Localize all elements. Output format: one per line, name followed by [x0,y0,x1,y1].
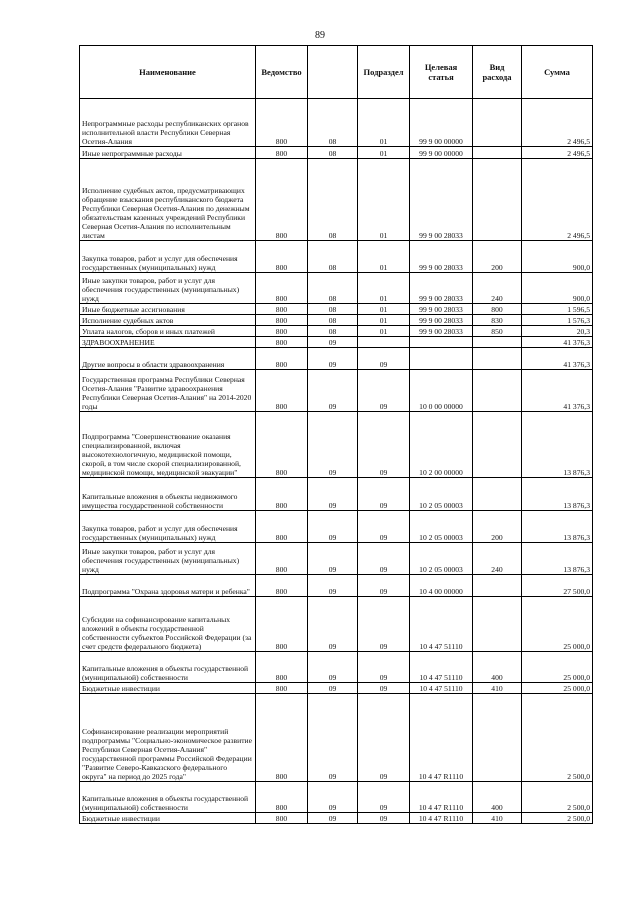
cell-name: Уплата налогов, сборов и иных платежей [80,326,256,337]
cell-subsection: 09 [358,652,410,683]
cell-name: Софинансирование реализации мероприятий подпрограммы "Социально-экономическое развитие Республики Северная Осетия-Алания" государственной программы Российской Федерации "Развитие Северо-Кавказского федерального округа" на период до 2025 года" [80,694,256,782]
cell-name: Исполнение судебных актов, предусматривающих обращение взыскания республиканского бюджета Республики Северная Осетия-Алания по денежным обязательствам казенных учреждений Республики Северная Осетия-Алания по исполнительным листам [80,159,256,241]
cell-amount: 900,0 [522,273,593,304]
cell-name: ЗДРАВООХРАНЕНИЕ [80,337,256,348]
cell-section: 09 [308,370,358,412]
cell-section: 09 [308,412,358,478]
page-number: 89 [315,30,325,41]
cell-target: 10 4 47 51110 [410,683,473,694]
cell-expense-type: 400 [473,782,522,813]
cell-subsection [358,337,410,348]
cell-expense-type: 240 [473,273,522,304]
cell-section: 09 [308,478,358,511]
header-target: Целевая статья [410,46,473,99]
table-row [80,543,593,575]
cell-section: 08 [308,326,358,337]
cell-ministry: 800 [256,511,308,543]
cell-section: 08 [308,241,358,273]
cell-expense-type: 400 [473,652,522,683]
cell-ministry: 800 [256,683,308,694]
cell-section: 09 [308,337,358,348]
table-row [80,782,593,813]
table-header-row [80,46,593,99]
header-section [308,46,358,99]
cell-section: 08 [308,159,358,241]
cell-name: Бюджетные инвестиции [80,813,256,824]
cell-target: 99 9 00 00000 [410,147,473,159]
table-row [80,652,593,683]
cell-target: 99 9 00 28033 [410,241,473,273]
cell-target: 99 9 00 28033 [410,159,473,241]
cell-expense-type [473,348,522,370]
cell-name: Субсидии на софинансирование капитальных вложений в объекты государственной собственности субъектов Российской Федерации (за счет средств федерального бюджета) [80,597,256,652]
table-row [80,511,593,543]
cell-name: Закупка товаров, работ и услуг для обеспечения государственных (муниципальных) нужд [80,241,256,273]
cell-amount: 27 500,0 [522,575,593,597]
cell-amount: 41 376,3 [522,370,593,412]
table-row [80,575,593,597]
cell-ministry: 800 [256,412,308,478]
table-row [80,315,593,326]
cell-ministry: 800 [256,575,308,597]
cell-name: Подпрограмма "Совершенствование оказания специализированной, включая высокотехнологичную, медицинской помощи, скорой, в том числе скорой специализированной, медицинской помощи, медицинской эвакуации" [80,412,256,478]
cell-subsection: 09 [358,412,410,478]
cell-name: Иные непрограммные расходы [80,147,256,159]
cell-section: 08 [308,304,358,315]
cell-ministry: 800 [256,159,308,241]
table-row [80,159,593,241]
cell-amount: 25 000,0 [522,597,593,652]
cell-amount: 13 876,3 [522,543,593,575]
table-row [80,326,593,337]
cell-amount: 41 376,3 [522,348,593,370]
cell-target: 10 0 00 00000 [410,370,473,412]
cell-expense-type: 200 [473,511,522,543]
cell-amount: 20,3 [522,326,593,337]
cell-expense-type [473,159,522,241]
table-row [80,412,593,478]
cell-subsection: 09 [358,478,410,511]
cell-section: 08 [308,315,358,326]
cell-amount: 1 596,5 [522,304,593,315]
cell-ministry: 800 [256,147,308,159]
cell-expense-type [473,694,522,782]
cell-target: 10 4 47 51110 [410,597,473,652]
cell-ministry: 800 [256,315,308,326]
cell-subsection: 01 [358,315,410,326]
cell-expense-type [473,99,522,147]
cell-expense-type: 410 [473,813,522,824]
table-row [80,147,593,159]
cell-amount: 2 496,5 [522,147,593,159]
cell-subsection: 01 [358,304,410,315]
cell-amount: 2 500,0 [522,782,593,813]
cell-name: Иные закупки товаров, работ и услуг для обеспечения государственных (муниципальных) нужд [80,273,256,304]
cell-target: 10 2 05 00003 [410,511,473,543]
cell-ministry: 800 [256,273,308,304]
cell-target: 99 9 00 28033 [410,315,473,326]
cell-name: Иные закупки товаров, работ и услуг для обеспечения государственных (муниципальных) нужд [80,543,256,575]
table-row [80,273,593,304]
table-row [80,304,593,315]
cell-expense-type: 850 [473,326,522,337]
table-row [80,813,593,824]
cell-name: Капитальные вложения в объекты государственной (муниципальной) собственности [80,652,256,683]
table-row [80,683,593,694]
cell-subsection: 09 [358,683,410,694]
cell-amount: 13 876,3 [522,511,593,543]
cell-target: 10 2 05 00003 [410,543,473,575]
cell-amount: 2 496,5 [522,99,593,147]
cell-section: 09 [308,782,358,813]
table-row [80,348,593,370]
cell-subsection: 01 [358,273,410,304]
table-row [80,337,593,348]
cell-amount: 25 000,0 [522,652,593,683]
cell-expense-type: 240 [473,543,522,575]
cell-name: Непрограммные расходы республиканских органов исполнительной власти Республики Северная Осетия-Алания [80,99,256,147]
cell-subsection: 09 [358,543,410,575]
cell-subsection: 01 [358,99,410,147]
cell-amount: 2 496,5 [522,159,593,241]
cell-expense-type [473,575,522,597]
cell-section: 09 [308,597,358,652]
cell-ministry: 800 [256,694,308,782]
cell-target: 99 9 00 00000 [410,99,473,147]
header-expense-type: Вид расхода [473,46,522,99]
cell-section: 09 [308,652,358,683]
cell-ministry: 800 [256,597,308,652]
cell-target: 99 9 00 28033 [410,304,473,315]
table-row [80,597,593,652]
cell-target [410,337,473,348]
cell-expense-type [473,412,522,478]
table-row [80,241,593,273]
cell-target: 10 4 47 R1110 [410,694,473,782]
cell-section: 09 [308,543,358,575]
cell-ministry: 800 [256,652,308,683]
cell-subsection: 01 [358,159,410,241]
cell-ministry: 800 [256,99,308,147]
cell-target: 10 4 47 R1110 [410,813,473,824]
cell-target: 10 2 00 00000 [410,412,473,478]
cell-expense-type: 800 [473,304,522,315]
cell-ministry: 800 [256,813,308,824]
cell-subsection: 09 [358,575,410,597]
cell-expense-type: 410 [473,683,522,694]
cell-ministry: 800 [256,326,308,337]
cell-name: Закупка товаров, работ и услуг для обеспечения государственных (муниципальных) нужд [80,511,256,543]
cell-ministry: 800 [256,543,308,575]
cell-section: 08 [308,99,358,147]
cell-subsection: 09 [358,782,410,813]
table-row [80,99,593,147]
header-ministry: Ведомство [256,46,308,99]
cell-ministry: 800 [256,304,308,315]
table-row [80,370,593,412]
cell-expense-type [473,478,522,511]
cell-ministry: 800 [256,337,308,348]
cell-ministry: 800 [256,370,308,412]
cell-amount: 2 500,0 [522,694,593,782]
cell-amount: 1 576,3 [522,315,593,326]
cell-target: 99 9 00 28033 [410,273,473,304]
header-name: Наименование [80,46,256,99]
cell-subsection: 09 [358,813,410,824]
cell-section: 08 [308,147,358,159]
cell-subsection: 01 [358,326,410,337]
cell-subsection: 09 [358,348,410,370]
cell-name: Другие вопросы в области здравоохранения [80,348,256,370]
cell-expense-type: 200 [473,241,522,273]
cell-subsection: 01 [358,241,410,273]
cell-section: 09 [308,683,358,694]
cell-name: Государственная программа Республики Северная Осетия-Алания "Развитие здравоохранения Республики Северная Осетия-Алания" на 2014-2020 годы [80,370,256,412]
cell-section: 09 [308,813,358,824]
cell-section: 09 [308,694,358,782]
cell-expense-type [473,147,522,159]
cell-ministry: 800 [256,348,308,370]
table-row [80,478,593,511]
header-subsection: Подраздел [358,46,410,99]
cell-target: 10 2 05 00003 [410,478,473,511]
cell-amount: 13 876,3 [522,412,593,478]
cell-ministry: 800 [256,241,308,273]
cell-amount: 41 376,3 [522,337,593,348]
cell-subsection: 09 [358,511,410,543]
cell-subsection: 09 [358,597,410,652]
cell-amount: 900,0 [522,241,593,273]
cell-name: Подпрограмма "Охрана здоровья матери и ребенка" [80,575,256,597]
cell-subsection: 09 [358,694,410,782]
cell-section: 08 [308,273,358,304]
budget-table [79,45,593,824]
cell-name: Иные бюджетные ассигнования [80,304,256,315]
cell-amount: 25 000,0 [522,683,593,694]
cell-target: 99 9 00 28033 [410,326,473,337]
cell-target: 10 4 00 00000 [410,575,473,597]
cell-target: 10 4 47 51110 [410,652,473,683]
cell-section: 09 [308,575,358,597]
cell-subsection: 09 [358,370,410,412]
cell-ministry: 800 [256,782,308,813]
cell-amount: 13 876,3 [522,478,593,511]
cell-expense-type [473,597,522,652]
cell-subsection: 01 [358,147,410,159]
cell-target [410,348,473,370]
cell-target: 10 4 47 R1110 [410,782,473,813]
cell-amount: 2 500,0 [522,813,593,824]
header-amount: Сумма [522,46,593,99]
cell-section: 09 [308,511,358,543]
table-row [80,694,593,782]
cell-name: Бюджетные инвестиции [80,683,256,694]
cell-section: 09 [308,348,358,370]
cell-name: Капитальные вложения в объекты государственной (муниципальной) собственности [80,782,256,813]
cell-ministry: 800 [256,478,308,511]
cell-name: Исполнение судебных актов [80,315,256,326]
cell-expense-type [473,337,522,348]
cell-expense-type: 830 [473,315,522,326]
cell-expense-type [473,370,522,412]
cell-name: Капитальные вложения в объекты недвижимого имущества государственной собственности [80,478,256,511]
